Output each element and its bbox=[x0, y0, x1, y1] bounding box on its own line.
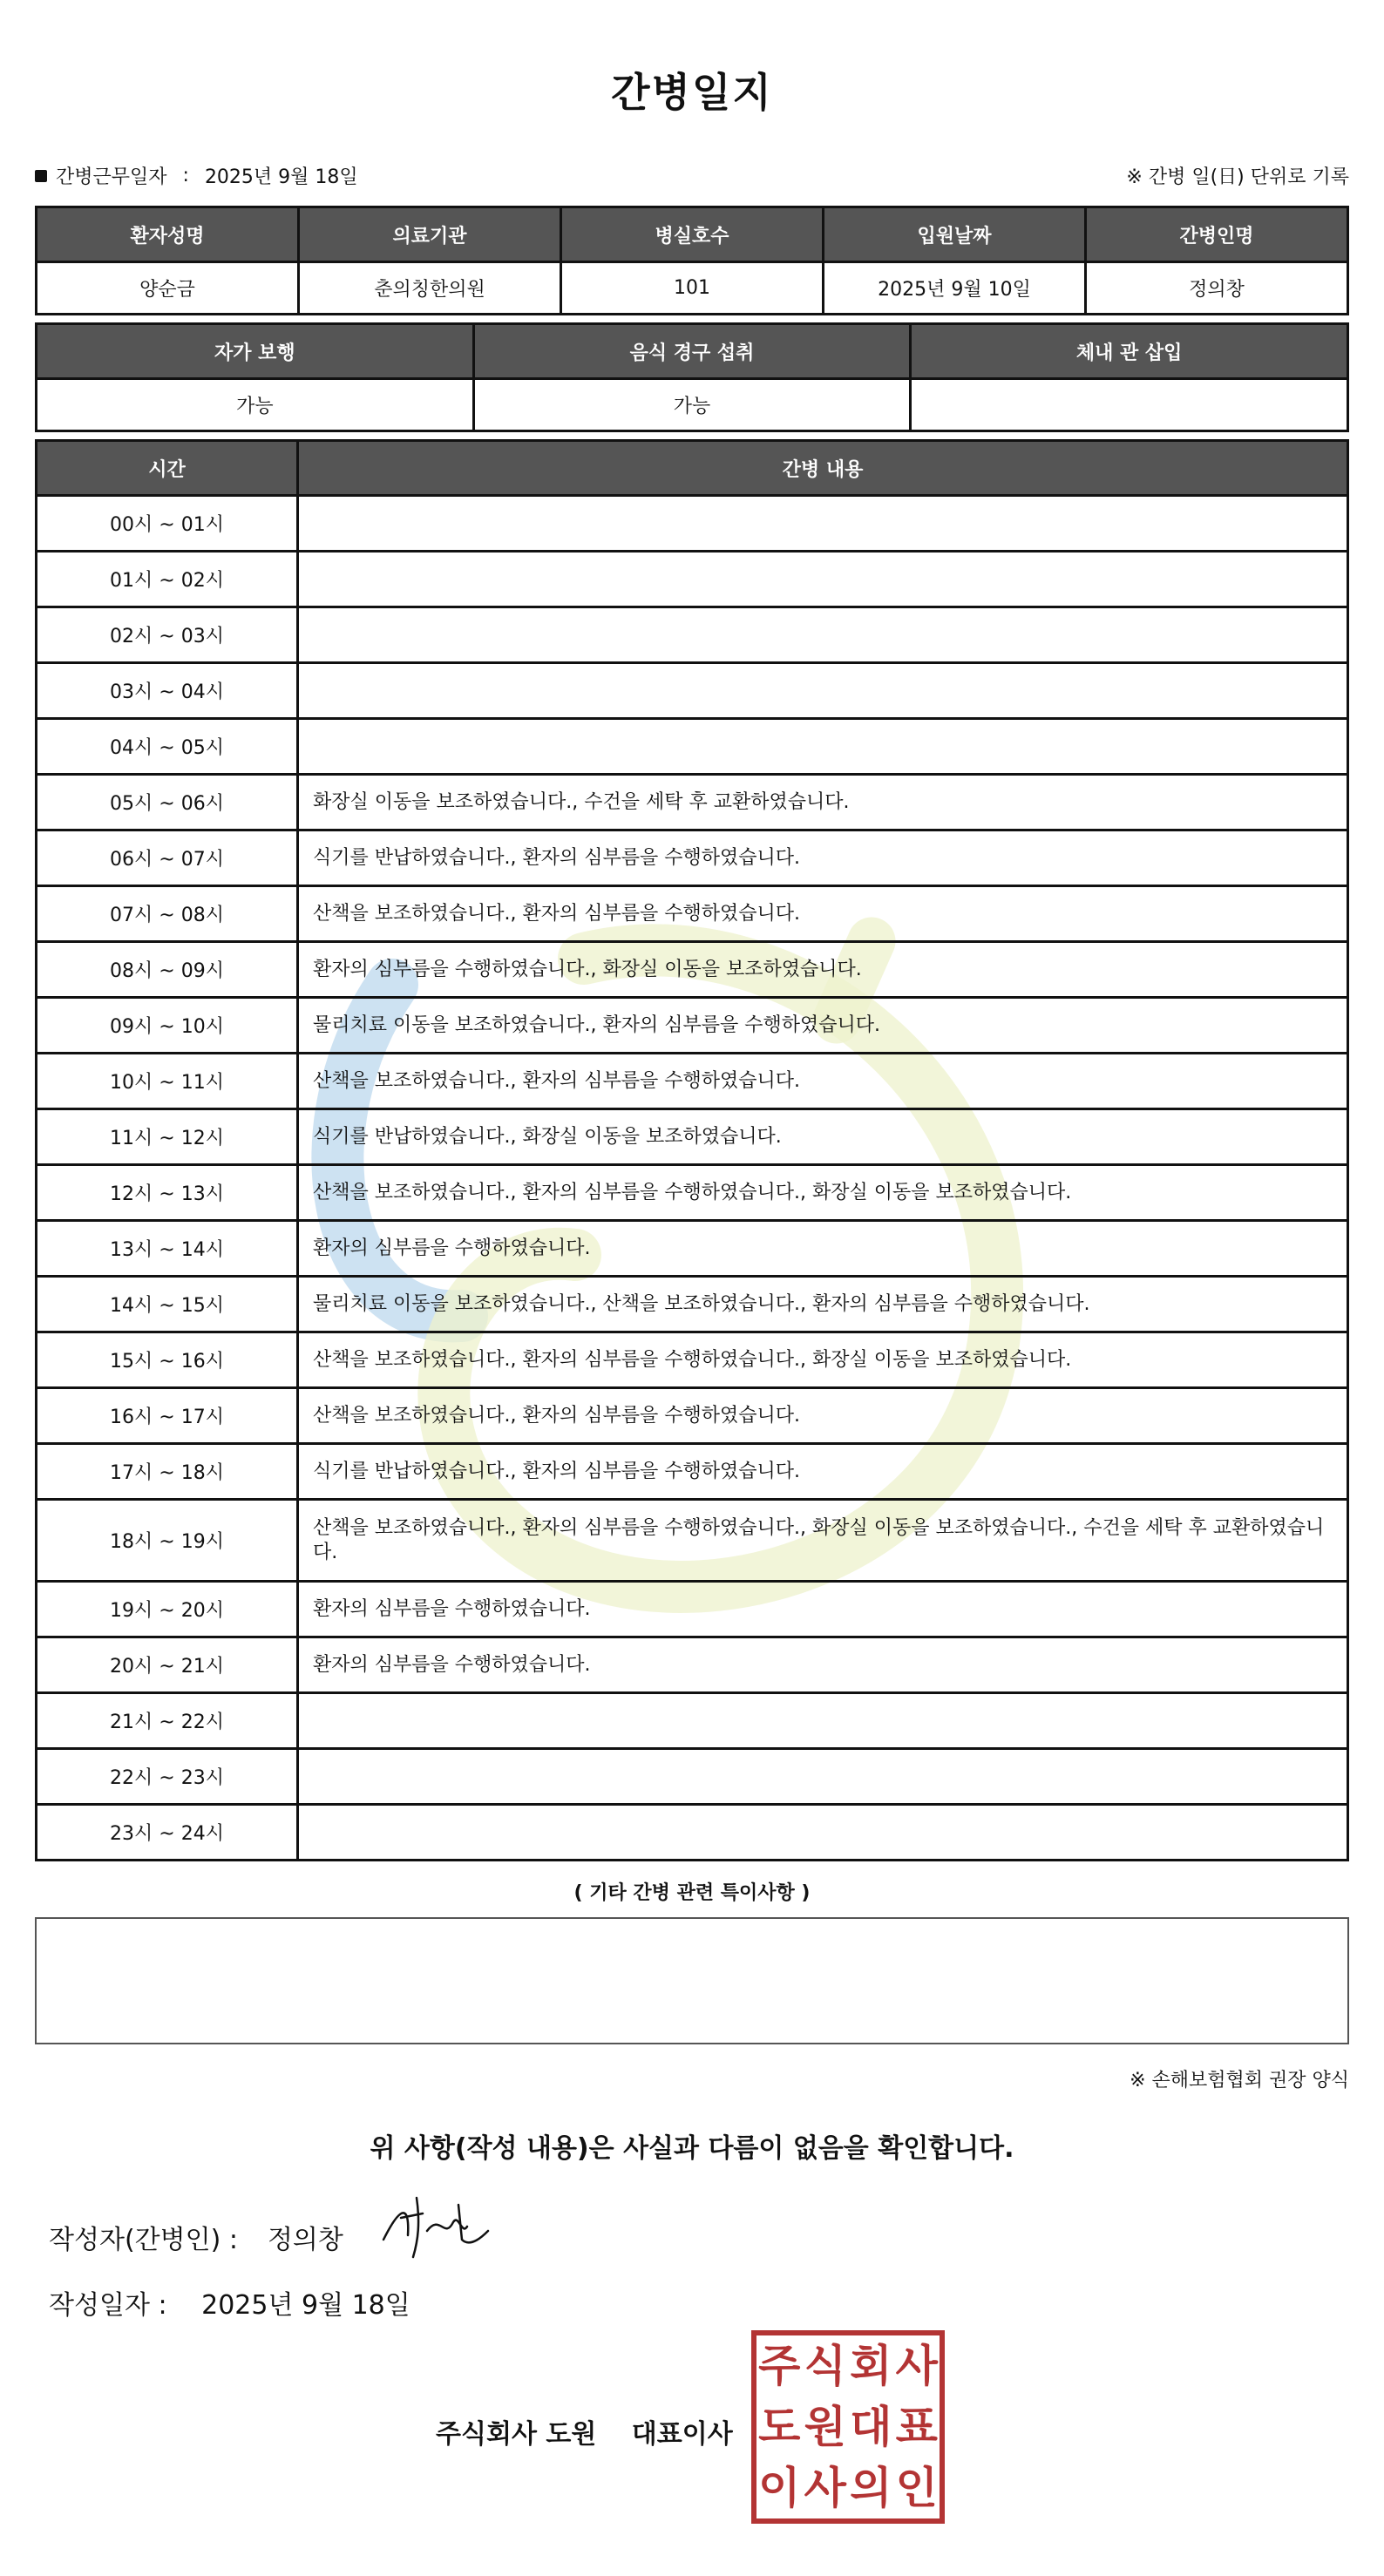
log-time-cell: 09시 ~ 10시 bbox=[37, 998, 298, 1054]
patient-info-table bbox=[35, 206, 1349, 315]
work-date-row bbox=[35, 162, 1349, 192]
caregiver-value: 정의창 bbox=[1086, 262, 1348, 315]
log-row bbox=[37, 496, 1348, 552]
log-time-cell: 04시 ~ 05시 bbox=[37, 719, 298, 775]
log-row bbox=[37, 1805, 1348, 1861]
header-self-walking: 자가 보행 bbox=[37, 324, 474, 379]
seal-character: 사 bbox=[895, 2341, 938, 2391]
log-row bbox=[37, 830, 1348, 886]
log-row bbox=[37, 1500, 1348, 1582]
signature-icon bbox=[375, 2187, 497, 2266]
company-name: 주식회사 도원 bbox=[436, 2419, 597, 2450]
work-date-separator: : bbox=[182, 165, 189, 186]
log-row bbox=[37, 775, 1348, 830]
log-content-cell: 환자의 심부름을 수행하였습니다. bbox=[298, 1582, 1348, 1637]
log-content-cell bbox=[298, 607, 1348, 663]
seal-character: 인 bbox=[895, 2463, 938, 2513]
work-date-label: 간병근무일자 bbox=[56, 166, 167, 188]
log-time-cell: 15시 ~ 16시 bbox=[37, 1332, 298, 1388]
log-time-cell: 08시 ~ 09시 bbox=[37, 942, 298, 998]
log-row bbox=[37, 1693, 1348, 1749]
log-row bbox=[37, 1054, 1348, 1109]
log-row bbox=[37, 1388, 1348, 1444]
log-content-cell: 물리치료 이동을 보조하였습니다., 환자의 심부름을 수행하였습니다. bbox=[298, 998, 1348, 1054]
log-time-cell: 05시 ~ 06시 bbox=[37, 775, 298, 830]
log-row bbox=[37, 1332, 1348, 1388]
log-time-cell: 14시 ~ 15시 bbox=[37, 1277, 298, 1332]
log-content-cell: 화장실 이동을 보조하였습니다., 수건을 세탁 후 교환하였습니다. bbox=[298, 775, 1348, 830]
log-content-cell: 환자의 심부름을 수행하였습니다., 화장실 이동을 보조하였습니다. bbox=[298, 942, 1348, 998]
log-time-cell: 22시 ~ 23시 bbox=[37, 1749, 298, 1805]
log-content-cell: 환자의 심부름을 수행하였습니다. bbox=[298, 1637, 1348, 1693]
patient-header-row bbox=[37, 207, 1348, 262]
log-row bbox=[37, 998, 1348, 1054]
log-row bbox=[37, 942, 1348, 998]
oral-intake-value: 가능 bbox=[473, 379, 911, 431]
work-date bbox=[35, 162, 358, 189]
log-content-cell bbox=[298, 719, 1348, 775]
log-content-cell: 산책을 보조하였습니다., 환자의 심부름을 수행하였습니다., 화장실 이동을 보조하였습니다., 수건을 세탁 후 교환하였습니다. bbox=[298, 1500, 1348, 1582]
ability-header-row bbox=[37, 324, 1348, 379]
writer-row bbox=[49, 2218, 343, 2256]
writer-name: 정의창 bbox=[267, 2225, 343, 2255]
special-notes-title: ( 기타 간병 관련 특이사항 ) bbox=[573, 1882, 811, 1904]
ability-value-row bbox=[37, 379, 1348, 431]
log-row bbox=[37, 1221, 1348, 1277]
header-oral-intake: 음식 경구 섭취 bbox=[473, 324, 911, 379]
log-content-cell: 산책을 보조하였습니다., 환자의 심부름을 수행하였습니다. bbox=[298, 1054, 1348, 1109]
log-row bbox=[37, 663, 1348, 719]
tube-insertion-value bbox=[911, 379, 1348, 431]
written-date-label: 작성일자 : bbox=[49, 2290, 167, 2321]
hospital-value: 춘의칭한의원 bbox=[299, 262, 561, 315]
confirm-statement: 위 사항(작성 내용)은 사실과 다름이 없음을 확인합니다. bbox=[370, 2133, 1014, 2164]
log-time-cell: 11시 ~ 12시 bbox=[37, 1109, 298, 1165]
log-row bbox=[37, 1749, 1348, 1805]
header-tube-insertion: 체내 관 삽입 bbox=[911, 324, 1348, 379]
patient-name-value: 양순금 bbox=[37, 262, 299, 315]
writer-label: 작성자(간병인) : bbox=[49, 2225, 238, 2255]
log-row bbox=[37, 1277, 1348, 1332]
log-time-cell: 10시 ~ 11시 bbox=[37, 1054, 298, 1109]
log-row bbox=[37, 607, 1348, 663]
log-row bbox=[37, 1165, 1348, 1221]
log-header-row bbox=[37, 441, 1348, 496]
care-log-table bbox=[35, 439, 1349, 1861]
admission-date-value: 2025년 9월 10일 bbox=[824, 262, 1086, 315]
log-time-cell: 00시 ~ 01시 bbox=[37, 496, 298, 552]
seal-character: 식 bbox=[804, 2341, 846, 2391]
log-content-cell: 식기를 반납하였습니다., 환자의 심부름을 수행하였습니다. bbox=[298, 830, 1348, 886]
header-caregiver: 간병인명 bbox=[1086, 207, 1348, 262]
written-date-row bbox=[49, 2283, 410, 2322]
log-content-cell: 산책을 보조하였습니다., 환자의 심부름을 수행하였습니다., 화장실 이동을 보조하였습니다. bbox=[298, 1332, 1348, 1388]
seal-character: 사 bbox=[804, 2463, 846, 2513]
header-admission-date: 입원날짜 bbox=[824, 207, 1086, 262]
log-content-cell: 산책을 보조하였습니다., 환자의 심부름을 수행하였습니다., 화장실 이동을 보조하였습니다. bbox=[298, 1165, 1348, 1221]
seal-character: 원 bbox=[804, 2402, 846, 2452]
log-row bbox=[37, 1444, 1348, 1500]
log-content-cell bbox=[298, 1749, 1348, 1805]
log-content-cell: 산책을 보조하였습니다., 환자의 심부름을 수행하였습니다. bbox=[298, 886, 1348, 942]
seal-character: 회 bbox=[850, 2341, 892, 2391]
log-content-cell: 식기를 반납하였습니다., 환자의 심부름을 수행하였습니다. bbox=[298, 1444, 1348, 1500]
special-notes-box bbox=[35, 1917, 1349, 2044]
room-value: 101 bbox=[561, 262, 824, 315]
work-date-value: 2025년 9월 18일 bbox=[204, 166, 358, 188]
representative-title: 대표이사 bbox=[631, 2419, 733, 2450]
log-content-cell bbox=[298, 552, 1348, 607]
log-content-cell bbox=[298, 1693, 1348, 1749]
log-row bbox=[37, 1637, 1348, 1693]
log-row bbox=[37, 1109, 1348, 1165]
unit-note: ※ 간병 일(日) 단위로 기록 bbox=[1126, 166, 1349, 188]
log-row bbox=[37, 552, 1348, 607]
log-row bbox=[37, 719, 1348, 775]
ability-table bbox=[35, 322, 1349, 432]
patient-value-row bbox=[37, 262, 1348, 315]
log-time-cell: 03시 ~ 04시 bbox=[37, 663, 298, 719]
log-time-cell: 21시 ~ 22시 bbox=[37, 1693, 298, 1749]
header-care-content: 간병 내용 bbox=[298, 441, 1348, 496]
log-time-cell: 12시 ~ 13시 bbox=[37, 1165, 298, 1221]
header-patient-name: 환자성명 bbox=[37, 207, 299, 262]
log-content-cell: 환자의 심부름을 수행하였습니다. bbox=[298, 1221, 1348, 1277]
company-line bbox=[436, 2412, 733, 2451]
log-time-cell: 18시 ~ 19시 bbox=[37, 1500, 298, 1582]
log-time-cell: 07시 ~ 08시 bbox=[37, 886, 298, 942]
seal-character: 주 bbox=[758, 2341, 801, 2391]
log-time-cell: 20시 ~ 21시 bbox=[37, 1637, 298, 1693]
log-time-cell: 19시 ~ 20시 bbox=[37, 1582, 298, 1637]
log-content-cell: 산책을 보조하였습니다., 환자의 심부름을 수행하였습니다. bbox=[298, 1388, 1348, 1444]
log-row bbox=[37, 886, 1348, 942]
log-time-cell: 01시 ~ 02시 bbox=[37, 552, 298, 607]
seal-character: 도 bbox=[758, 2402, 801, 2452]
log-content-cell bbox=[298, 1805, 1348, 1861]
seal-character: 표 bbox=[895, 2402, 938, 2452]
log-time-cell: 23시 ~ 24시 bbox=[37, 1805, 298, 1861]
header-time: 시간 bbox=[37, 441, 298, 496]
log-time-cell: 16시 ~ 17시 bbox=[37, 1388, 298, 1444]
self-walking-value: 가능 bbox=[37, 379, 474, 431]
seal-character: 이 bbox=[758, 2463, 801, 2513]
header-room: 병실호수 bbox=[561, 207, 824, 262]
company-seal-stamp bbox=[751, 2330, 945, 2524]
log-body bbox=[37, 496, 1348, 1861]
log-time-cell: 06시 ~ 07시 bbox=[37, 830, 298, 886]
form-note: ※ 손해보험협회 권장 양식 bbox=[1130, 2070, 1349, 2091]
log-time-cell: 13시 ~ 14시 bbox=[37, 1221, 298, 1277]
seal-character: 대 bbox=[850, 2402, 892, 2452]
square-bullet-icon bbox=[35, 170, 47, 182]
log-content-cell bbox=[298, 663, 1348, 719]
written-date-value: 2025년 9월 18일 bbox=[201, 2290, 410, 2321]
seal-character: 의 bbox=[850, 2463, 892, 2513]
log-time-cell: 17시 ~ 18시 bbox=[37, 1444, 298, 1500]
log-content-cell: 물리치료 이동을 보조하였습니다., 산책을 보조하였습니다., 환자의 심부름을 수행하였습니다. bbox=[298, 1277, 1348, 1332]
log-row bbox=[37, 1582, 1348, 1637]
header-hospital: 의료기관 bbox=[299, 207, 561, 262]
log-content-cell: 식기를 반납하였습니다., 화장실 이동을 보조하였습니다. bbox=[298, 1109, 1348, 1165]
log-time-cell: 02시 ~ 03시 bbox=[37, 607, 298, 663]
page-title: 간병일지 bbox=[611, 69, 773, 116]
log-content-cell bbox=[298, 496, 1348, 552]
